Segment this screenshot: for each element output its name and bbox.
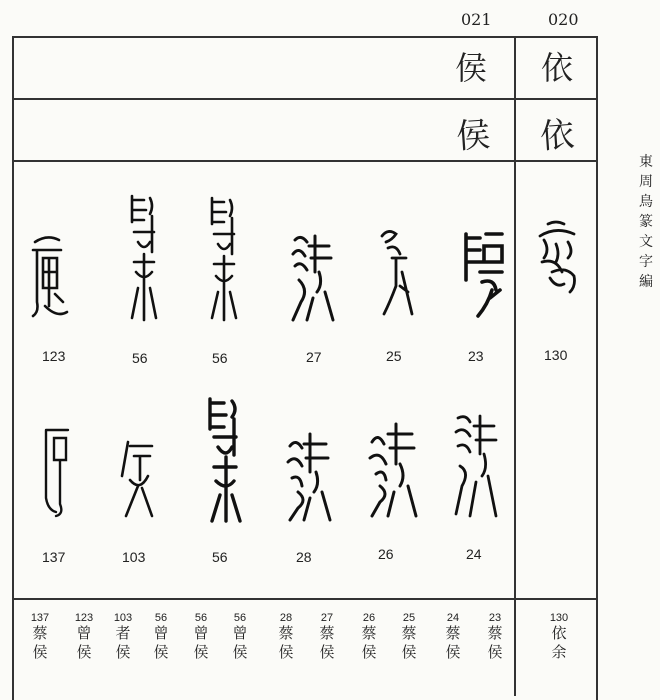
source-entry — [186, 612, 216, 662]
glyph-number: 103 — [122, 549, 146, 565]
glyph-image — [204, 395, 244, 525]
source-entry — [394, 612, 424, 662]
source-number: 25 — [402, 612, 416, 624]
source-label: 蔡 侯 — [445, 624, 461, 661]
source-entry — [271, 612, 301, 662]
source-number: 130 — [549, 612, 569, 624]
book-title: 東 周 鳥 篆 文 字 編 — [639, 154, 653, 290]
glyph-image — [124, 192, 160, 324]
glyph-number: 24 — [466, 546, 482, 562]
row-divider — [12, 598, 598, 600]
headword-hou: 侯 — [455, 49, 488, 87]
glyph-image — [284, 430, 332, 522]
glyph-number: 56 — [132, 350, 148, 366]
glyph-image — [452, 412, 498, 520]
source-label: 曾 侯 — [232, 624, 248, 661]
glyph-number: 137 — [42, 549, 66, 565]
headword-yi: 依 — [541, 49, 574, 87]
source-number: 56 — [194, 612, 208, 624]
column-number-hou: 021 — [461, 10, 492, 29]
source-entry — [146, 612, 176, 662]
glyph-number: 25 — [386, 348, 402, 364]
source-label: 曾 侯 — [76, 624, 92, 661]
glyph-image — [366, 418, 418, 518]
source-label: 蔡 侯 — [32, 624, 48, 661]
column-number-yi: 020 — [548, 10, 579, 29]
table-frame — [12, 36, 598, 700]
glyph-image — [118, 436, 158, 520]
column-divider — [514, 36, 516, 696]
source-number: 26 — [362, 612, 376, 624]
row-divider — [12, 98, 598, 100]
source-entry — [108, 612, 138, 662]
source-label: 蔡 侯 — [278, 624, 294, 661]
source-label: 蔡 侯 — [487, 624, 503, 661]
glyph-image — [289, 232, 337, 324]
source-number: 24 — [446, 612, 460, 624]
glyph-number: 28 — [296, 549, 312, 565]
seal-headword-hou: 侯 — [454, 114, 492, 158]
glyph-image — [378, 226, 414, 318]
source-entry — [225, 612, 255, 662]
source-entry — [25, 612, 55, 662]
glyph-image — [204, 194, 240, 324]
source-number: 23 — [488, 612, 502, 624]
source-label: 蔡 侯 — [401, 624, 417, 661]
source-entry — [312, 612, 342, 662]
row-divider — [12, 160, 598, 162]
source-number: 56 — [154, 612, 168, 624]
source-entry — [69, 612, 99, 662]
source-entry — [480, 612, 510, 662]
glyph-number: 123 — [42, 348, 66, 364]
source-label: 者 侯 — [115, 624, 131, 661]
source-number: 103 — [113, 612, 133, 624]
glyph-number: 56 — [212, 549, 228, 565]
glyph-image — [536, 218, 580, 296]
source-label: 曾 侯 — [193, 624, 209, 661]
source-number: 28 — [279, 612, 293, 624]
glyph-number: 56 — [212, 350, 228, 366]
source-label: 蔡 侯 — [361, 624, 377, 661]
glyph-number: 26 — [378, 546, 394, 562]
glyph-number: 130 — [544, 347, 568, 363]
source-number: 27 — [320, 612, 334, 624]
source-entry — [354, 612, 384, 662]
source-label: 曾 侯 — [153, 624, 169, 661]
source-label: 蔡 侯 — [319, 624, 335, 661]
glyph-number: 23 — [468, 348, 484, 364]
source-entry — [438, 612, 468, 662]
seal-headword-yi: 依 — [538, 114, 576, 158]
glyph-image — [27, 232, 71, 320]
source-number: 56 — [233, 612, 247, 624]
source-label: 依 余 — [551, 624, 567, 661]
glyph-image — [42, 426, 72, 518]
glyph-number: 27 — [306, 349, 322, 365]
glyph-image — [460, 228, 506, 320]
source-number: 137 — [30, 612, 50, 624]
source-entry — [544, 612, 574, 662]
source-number: 123 — [74, 612, 94, 624]
